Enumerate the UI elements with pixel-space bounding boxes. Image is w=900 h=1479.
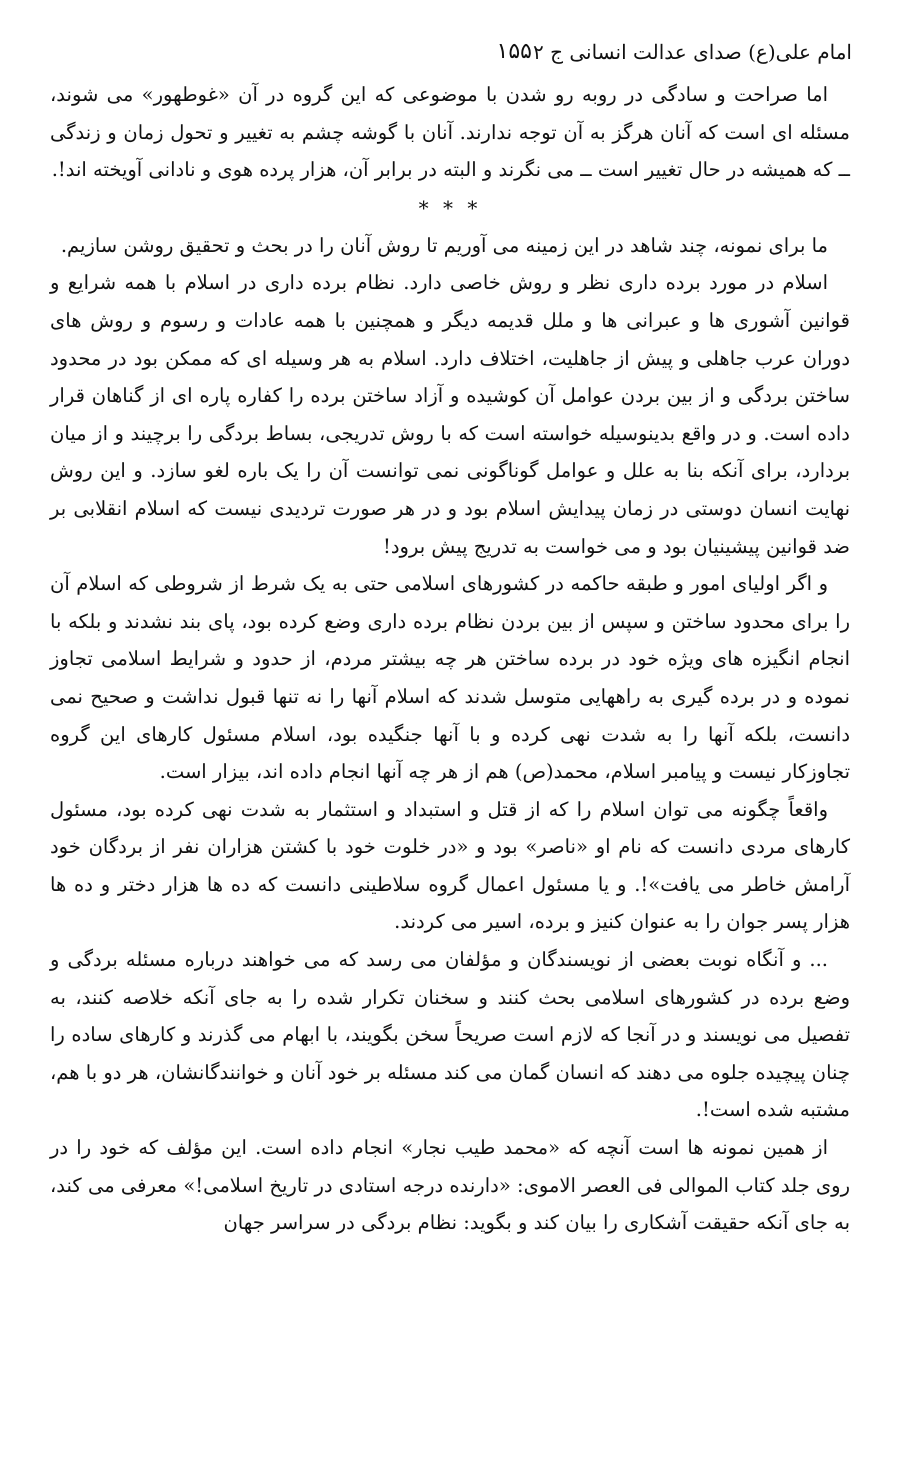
paragraph: اما صراحت و سادگی در روبه رو شدن با موضوعی که این گروه در آن «غوطهور» می شوند، مسئله ای است که آنان هرگز به آن توجه ندارند. آنان با گوشه چشم به تغییر و تحول زمان و زندگی ــ که همیشه در حال تغییر است ــ می نگرند و البته در برابر آن، هزار پرده هوی و نادانی آویخته اند!.: [50, 83, 850, 182]
paragraph: ... و آنگاه نوبت بعضی از نویسندگان و مؤلفان می رسد که می خواهند درباره مسئله بردگی و وضع برده در کشورهای اسلامی بحث کنند و سخنان تکرار شده را به جای آنکه خلاصه کنند، به تفصیل می نویسند و در آنجا که لازم است صریحاً سخن بگویند، با ابهام می گذرند و کارهای ساده را چنان پیچیده جلوه می دهند که انسان گمان می کند مسئله بر خود آنان و خوانندگانشان، هر دو با هم، مشتبه شده است!.: [50, 948, 850, 1122]
paragraph: و اگر اولیای امور و طبقه حاکمه در کشورهای اسلامی حتی به یک شرط از شروطی که اسلام آن را برای محدود ساختن و سپس از بین بردن نظام برده داری وضع کرده بود، پای بند نشدند و بلکه با انجام انگیزه های ویژه خود در برده ساختن هر چه بیشتر مردم، از حدود و شرایط اسلامی تجاوز نموده و در برده گیری به راههایی متوسل شدند که اسلام آنها را نه تنها قبول نداشت و صحیح نمی دانست، بلکه آنها را به شدت نهی کرده و با آنها جنگیده بود، اسلام مسئول کارهای این گروه تجاوزکار نیست و پیامبر اسلام، محمد(ص) هم از هر چه آنها انجام داده اند، بیزار است.: [50, 572, 850, 784]
page-number: ۱۵۵: [496, 39, 532, 64]
paragraph: اسلام در مورد برده داری نظر و روش خاصی دارد. نظام برده داری در اسلام با همه شرایع و قوانین آشوری ها و عبرانی ها و ملل قدیمه دیگر و همچنین با همه عادات و رسوم و روش های دوران عرب جاهلی و پیش از جاهلیت، اختلاف دارد. اسلام به هر وسیله ای که ممکن بود در محدود ساختن بردگی و از بین بردن عوامل آن کوشیده و آزاد ساختن برده را کفاره پاره ای از گناهان قرار داده است. و در واقع بدینوسیله خواسته است که با روش تدریجی، بساط بردگی را برچیند و از میان بردارد، برای آنکه بنا به علل و عوامل گوناگونی نمی توانست آن را یک باره لغو سازد. و این روش نهایت انسان دوستی در زمان پیدایش اسلام بود و در هر صورت تردیدی نیست که اسلام انقلابی بر ضد قوانین پیشینیان بود و می خواست به تدریج پیش برود!: [50, 271, 850, 558]
page-body: [50, 76, 850, 1242]
page-header: [48, 36, 852, 68]
section-separator: * * *: [418, 195, 482, 220]
paragraph: از همین نمونه ها است آنچه که «محمد طیب نجار» انجام داده است. این مؤلف که خود را در روی جلد کتاب الموالی فی العصر الاموی: «دارنده درجه استادی در تاریخ اسلامی!» معرفی می کند، به جای آنکه حقیقت آشکاری را بیان کند و بگوید: نظام بردگی در سراسر جهان: [50, 1136, 850, 1235]
running-title: امام علی(ع) صدای عدالت انسانی ج ۲: [532, 40, 852, 64]
paragraph: ما برای نمونه، چند شاهد در این زمینه می آوریم تا روش آنان را در بحث و تحقیق روشن سازیم.: [60, 233, 828, 257]
paragraph: واقعاً چگونه می توان اسلام را که از قتل و استبداد و استثمار به شدت نهی کرده بود، مسئول کارهای مردی دانست که نام او «ناصر» بود و «در خلوت خود با کشتن هزاران نفر از بردگان خود آرامش خاطر می یافت»!. و یا مسئول اعمال گروه سلاطینی دانست که ده ها هزار دختر و ده ها هزار پسر جوان را به عنوان کنیز و برده، اسیر می کردند.: [50, 797, 850, 934]
